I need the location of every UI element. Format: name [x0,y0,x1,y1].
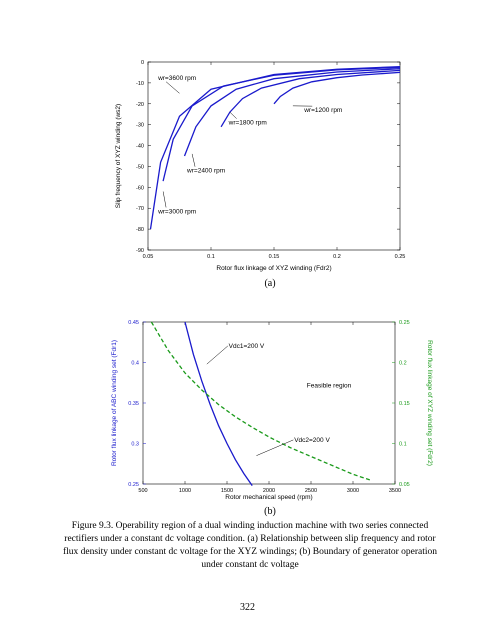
chart-a-annotation-0: wr=3600 rpm [158,74,197,82]
chart-b-plot-area [143,322,395,484]
chart-b-ytick-right-label: 0.1 [399,441,407,448]
chart-a-ytick-label: 0 [140,60,144,66]
chart-a-ytick-label: -30 [136,122,144,129]
chart-b-annotation-feasible: Feasible region [306,382,352,390]
page-number: 322 [240,602,255,613]
chart-b-ytick-left-label: 0.25 [128,482,139,488]
chart-a-ytick-label: -70 [136,206,144,213]
figure-caption: Figure 9.3. Operability region of a dual winding induction machine with two series connected rectifiers under a constant dc voltage condition. (a) Relationship between slip frequency and rotor flux density under constant dc voltage for the XYZ windings; (b) Boundary of generator operation under constant dc voltage [62,521,438,570]
chart-b-xtick-label: 1500 [220,488,234,494]
chart-b-ytick-left-label: 0.4 [131,360,139,367]
chart-b-ytick-right-label: 0.2 [399,360,407,367]
chart-a-ytick-label: -50 [136,164,144,171]
chart-a-ytick-label: -60 [136,185,144,192]
chart-b-ytick-left-label: 0.35 [128,401,139,407]
chart-b-xtick-label: 1000 [178,488,192,494]
chart-b-xtick-label: 3000 [346,488,360,494]
chart-b-ytick-left-label: 0.3 [131,441,139,448]
chart-a-ytick-label: -20 [136,101,144,108]
chart-b-xtick-label: 500 [138,488,148,494]
chart-a-xtick-label: 0.1 [207,254,215,260]
chart-b-annotation-vdc2: Vdc2=200 V [294,436,330,444]
chart-b [111,320,433,501]
chart-a-ytick-label: -40 [136,143,144,150]
chart-a-xtick-label: 0.15 [268,254,280,260]
subfigure-a-label: (a) [264,278,276,289]
chart-a-annotation-1: wr=3000 rpm [158,208,197,216]
chart-b-ylabel-left: Rotor flux linkage of ABC winding set (Fdr1) [111,339,118,467]
chart-b-xtick-label: 3500 [388,488,402,494]
chart-a-ytick-label: -80 [136,227,144,234]
chart-b-xtick-label: 2000 [262,488,276,494]
chart-b-xlabel: Rotor mechanical speed (rpm) [225,494,313,501]
chart-b-ytick-left-label: 0.45 [128,320,139,326]
chart-a-ylabel: Slip frequency of XYZ winding (ws2) [115,103,122,209]
chart-b-ytick-right-label: 0.15 [399,401,410,407]
chart-a-ytick-label: -10 [136,80,144,87]
subfigure-b-label: (b) [264,506,276,517]
chart-a-xtick-label: 0.05 [142,254,154,260]
chart-b-annotation-vdc1: Vdc1=200 V [228,342,265,350]
chart-b-ytick-right-label: 0.05 [399,482,410,488]
chart-a-plot-area [148,62,400,250]
chart-b-ylabel-right: Rotor flux linkage of XYZ winding set (Fdr2) [426,340,433,466]
chart-a-annotation-4: wr=1200 rpm [304,107,343,115]
chart-a-annotation-2: wr=2400 rpm [187,167,226,175]
chart-a-xtick-label: 0.25 [394,254,406,260]
chart-a-annotation-3: wr=1800 rpm [228,119,267,127]
chart-a-ytick-label: -90 [136,248,144,254]
chart-b-xtick-label: 2500 [304,488,318,494]
chart-a [115,60,405,272]
chart-b-ytick-right-label: 0.25 [399,320,410,326]
chart-a-xtick-label: 0.2 [333,254,341,260]
chart-a-xlabel: Rotor flux linkage of XYZ winding (Fdr2) [216,265,332,272]
